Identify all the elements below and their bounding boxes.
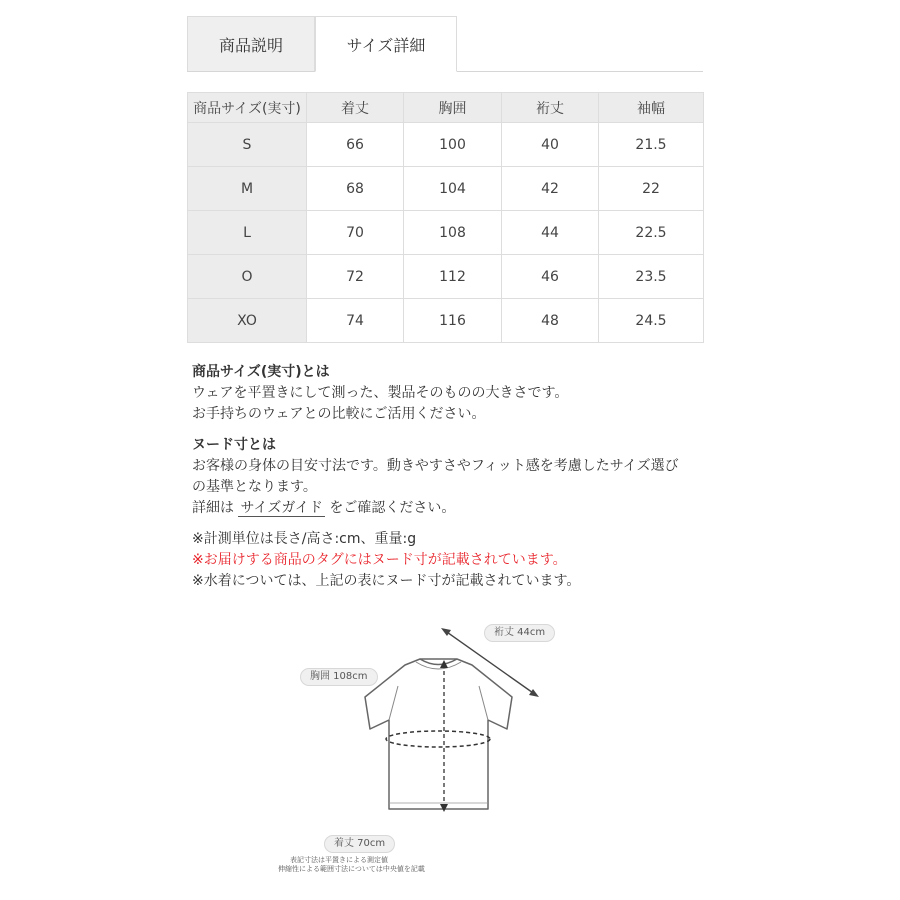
measurement-diagram — [270, 612, 570, 882]
size-notes — [192, 362, 712, 592]
table-cell: 74 — [307, 299, 404, 343]
detail-suffix: をご確認ください。 — [329, 500, 456, 516]
size-label: M — [188, 167, 307, 211]
actual-size-text: お手持ちのウェアとの比較にご活用ください。 — [192, 406, 486, 422]
table-cell: 42 — [502, 167, 599, 211]
table-header-row — [188, 93, 704, 123]
swimwear-note: ※水着については、上記の表にヌード寸が記載されています。 — [192, 573, 581, 589]
table-cell: 46 — [502, 255, 599, 299]
body-length-label: 着丈 70cm — [324, 835, 395, 853]
table-row — [188, 299, 704, 343]
actual-size-text: ウェアを平置きにして測った、製品そのものの大きさです。 — [192, 385, 569, 401]
table-cell: 112 — [404, 255, 502, 299]
table-row — [188, 255, 704, 299]
chest-label: 胸囲 108cm — [300, 668, 378, 686]
header-sleeve-width: 袖幅 — [599, 93, 704, 123]
table-row — [188, 123, 704, 167]
table-row — [188, 167, 704, 211]
table-cell: 48 — [502, 299, 599, 343]
tag-note: ※お届けする商品のタグにはヌード寸が記載されています。 — [192, 552, 567, 568]
table-cell: 72 — [307, 255, 404, 299]
detail-prefix: 詳細は — [192, 500, 234, 516]
size-label: L — [188, 211, 307, 255]
header-chest: 胸囲 — [404, 93, 502, 123]
nude-size-text: お客様の身体の目安寸法です。動きやすさやフィット感を考慮したサイズ選び — [192, 458, 679, 474]
tab-size-details[interactable]: サイズ詳細 — [315, 16, 457, 72]
actual-size-section — [192, 362, 712, 425]
size-label: O — [188, 255, 307, 299]
table-cell: 70 — [307, 211, 404, 255]
table-cell: 44 — [502, 211, 599, 255]
table-cell: 66 — [307, 123, 404, 167]
size-label: XO — [188, 299, 307, 343]
header-sleeve-length: 裄丈 — [502, 93, 599, 123]
header-size: 商品サイズ(実寸) — [188, 93, 307, 123]
table-cell: 40 — [502, 123, 599, 167]
footnote-range: 伸縮性による範囲寸法については中央値を記載 — [278, 865, 425, 873]
table-cell: 22 — [599, 167, 704, 211]
units-note: ※計測単位は長さ/高さ:cm、重量:g — [192, 531, 417, 547]
table-cell: 104 — [404, 167, 502, 211]
header-length: 着丈 — [307, 93, 404, 123]
measurement-notes — [192, 529, 712, 592]
size-table — [187, 92, 704, 343]
table-cell: 22.5 — [599, 211, 704, 255]
table-cell: 68 — [307, 167, 404, 211]
table-cell: 24.5 — [599, 299, 704, 343]
tshirt-illustration — [270, 612, 570, 882]
nude-size-text: の基準となります。 — [192, 479, 317, 495]
size-guide-line — [192, 498, 712, 519]
sleeve-length-label: 裄丈 44cm — [484, 624, 555, 642]
size-label: S — [188, 123, 307, 167]
nude-size-section — [192, 435, 712, 519]
table-cell: 23.5 — [599, 255, 704, 299]
size-guide-link[interactable]: サイズガイド — [240, 500, 323, 516]
tab-product-description[interactable]: 商品説明 — [187, 16, 315, 71]
table-cell: 100 — [404, 123, 502, 167]
table-cell: 108 — [404, 211, 502, 255]
table-row — [188, 211, 704, 255]
table-cell: 21.5 — [599, 123, 704, 167]
actual-size-heading: 商品サイズ(実寸)とは — [192, 364, 330, 380]
table-cell: 116 — [404, 299, 502, 343]
nude-size-heading: ヌード寸とは — [192, 437, 276, 453]
footnote-measurement: 表記寸法は平置きによる測定値 — [290, 856, 388, 864]
tab-bar — [187, 16, 703, 72]
